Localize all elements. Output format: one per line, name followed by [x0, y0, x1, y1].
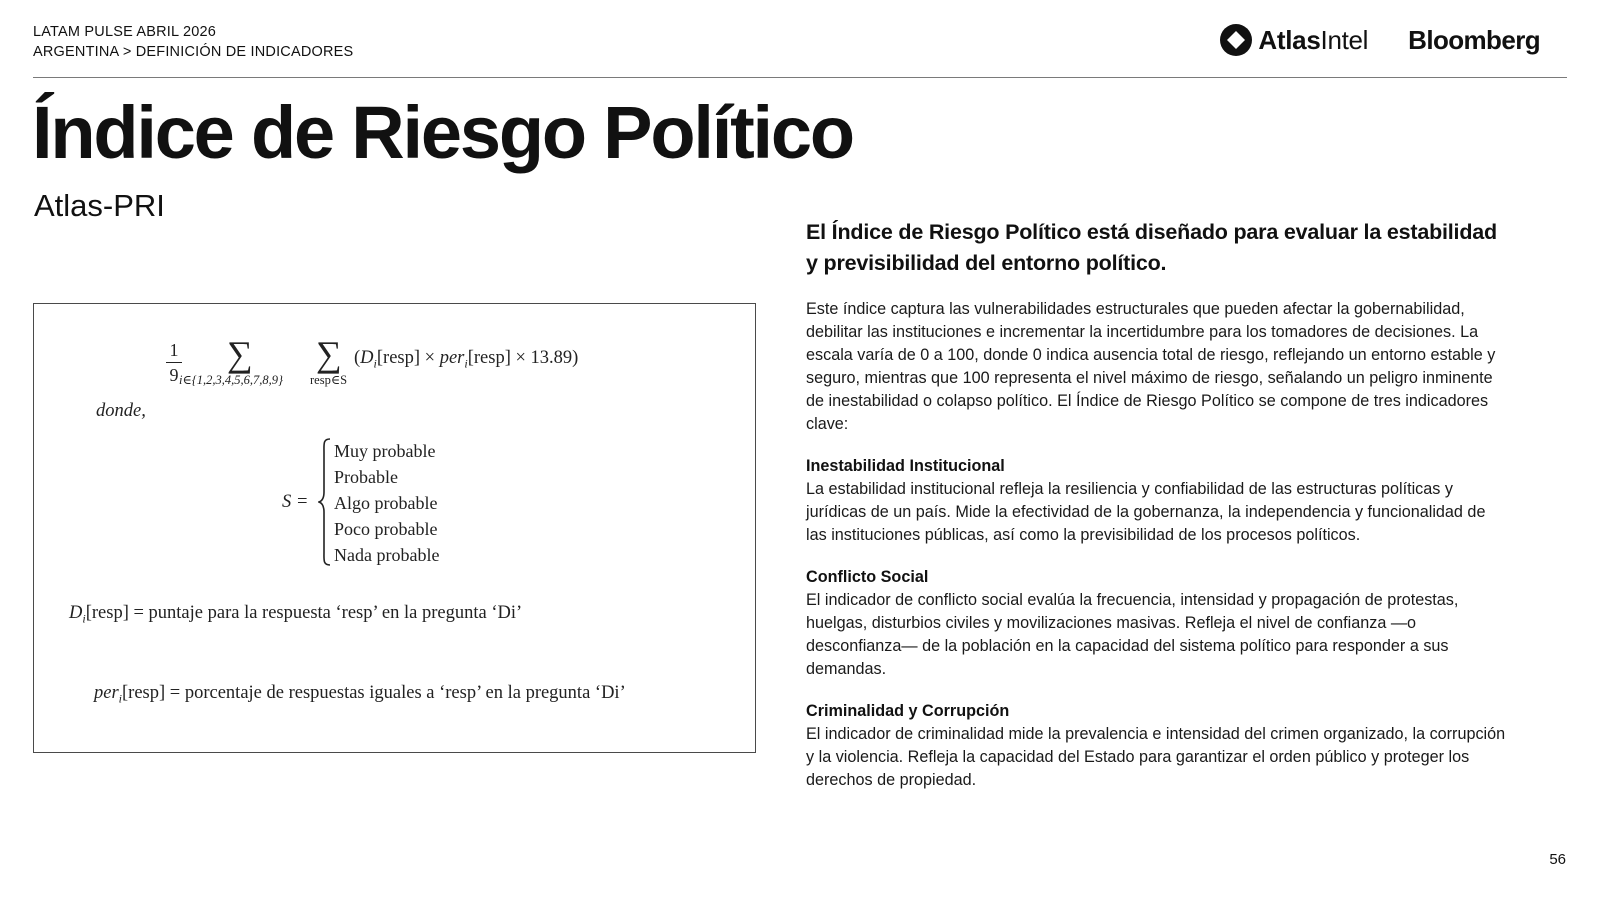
indicator-section [806, 700, 1506, 792]
set-option: Poco probable [334, 519, 438, 539]
atlasintel-logo [1220, 24, 1368, 56]
indicator-body: La estabilidad institucional refleja la resiliencia y confiabilidad de las estructuras políticas y jurídicas de un país. Mide la efectividad de la gobernanza, la independencia y funcionalidad de las instituciones públicas, así como la previsibilidad de los procesos políticos. [806, 480, 1486, 544]
indicator-body: El indicador de criminalidad mide la prevalencia e intensidad del crimen organizado, la corrupción y la violencia. Refleja la capacidad del Estado para garantizar el orden público y proteger los derechos de propiedad. [806, 725, 1506, 789]
fraction-numerator: 1 [169, 340, 179, 360]
expr-d: D [360, 348, 374, 368]
expr-per: per [439, 348, 465, 368]
indicator-section [806, 566, 1506, 681]
donde-label: donde, [96, 401, 146, 421]
main-expression [354, 348, 578, 372]
intel-wordmark: Intel [1320, 24, 1369, 55]
breadcrumb: ARGENTINA > DEFINICIÓN DE INDICADORES [33, 44, 354, 60]
set-option: Probable [334, 467, 398, 487]
expr-mid: [resp] × [376, 348, 440, 368]
page-title: Índice de Riesgo Político [32, 91, 853, 174]
def-d-text: [resp] = puntaje para la respuesta ‘resp’ en la pregunta ‘Di’ [85, 603, 523, 623]
def-per-text: [resp] = porcentaje de respuestas iguales a ‘resp’ en la pregunta ‘Di’ [122, 683, 626, 703]
summation-2-subscript: resp∈S [310, 373, 348, 387]
bloomberg-logo: Bloomberg [1408, 24, 1540, 55]
summation-symbol-1: ∑ [227, 334, 253, 374]
atlas-wordmark-bold: Atlas [1258, 24, 1321, 55]
open-paren: ( [354, 348, 361, 368]
page-number: 56 [1549, 851, 1566, 868]
set-option: Muy probable [334, 441, 436, 461]
description-column [806, 217, 1506, 792]
set-option: Nada probable [334, 545, 440, 565]
expr-per-sub: i [464, 356, 468, 371]
summation-symbol-2: ∑ [316, 334, 342, 374]
brand-logos [1220, 22, 1540, 58]
def-d-sub: i [82, 611, 86, 626]
indicator-heading: Conflicto Social [806, 568, 929, 586]
set-option: Algo probable [334, 493, 438, 513]
indicator-heading: Criminalidad y Corrupción [806, 702, 1010, 720]
definition-per [94, 683, 626, 707]
indicator-body: El indicador de conflicto social evalúa la frecuencia, intensidad y propagación de protestas, huelgas, disturbios civiles y movilizaciones masivas. Refleja el nivel de confianza —o desconfianza— de la población en la capacidad del sistema político para responder a sus demandas. [806, 591, 1459, 678]
formula-box [33, 303, 756, 753]
header-breadcrumb-block [33, 22, 353, 62]
def-d-symbol: D [69, 603, 83, 623]
page-subtitle: Atlas-PRI [34, 188, 165, 223]
summation-1-subscript: i∈{1,2,3,4,5,6,7,8,9} [179, 373, 283, 387]
set-s-label: S = [282, 492, 309, 512]
header-divider [33, 77, 1567, 78]
atlas-logo-icon [1220, 24, 1252, 56]
expr-end: [resp] × 13.89) [467, 348, 579, 368]
set-brace [318, 438, 332, 566]
def-per-symbol: per [94, 683, 119, 703]
indicator-section [806, 455, 1506, 547]
atlasintel-wordmark [1258, 25, 1368, 56]
report-label: LATAM PULSE ABRIL 2026 [33, 24, 217, 40]
set-options-list [334, 438, 439, 568]
def-per-sub: i [118, 691, 123, 706]
fraction-denominator: 9 [169, 365, 179, 385]
indicator-heading: Inestabilidad Institucional [806, 457, 1005, 475]
lead-statement: El Índice de Riesgo Político está diseñado para evaluar la estabilidad y previsibilidad del entorno político. [806, 220, 1497, 275]
fraction-bar [166, 362, 182, 363]
expr-d-sub: i [373, 356, 377, 371]
intro-paragraph: Este índice captura las vulnerabilidades estructurales que pueden afectar la gobernabilidad, debilitar las instituciones e incrementar la incertidumbre para los tomadores de decisiones. La escala varía de 0 a 100, donde 0 indica ausencia total de riesgo, reflejando un entorno estable y seguro, mientras que 100 representa el nivel máximo de riesgo, señalando un peligro inminente de inestabilidad o colapso político. El Índice de Riesgo Político se compone de tres indicadores clave: [806, 300, 1496, 433]
definition-d [69, 603, 522, 627]
